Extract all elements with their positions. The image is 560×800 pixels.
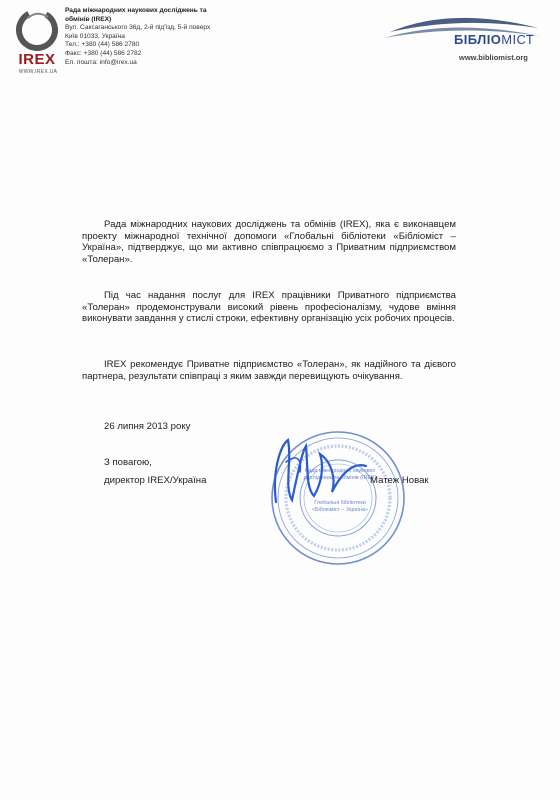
address-line1: Вул. Саксаганського 36д, 2-й під'їзд, 5-й поверх — [65, 24, 211, 32]
bibliomist-logo — [382, 10, 542, 66]
fax: Факс: +380 (44) 586 2782 — [65, 49, 142, 57]
email: Ел. пошта: info@irex.ua — [65, 58, 137, 66]
handwritten-signature-icon — [262, 432, 382, 512]
address-line2: Київ 01033, Україна — [65, 32, 125, 40]
stamp-inner-text-1: Рада міжнародних наукових досліджень та обмінів (IREX) — [303, 468, 377, 481]
phone: Тел.: +380 (44) 586 2780 — [65, 41, 140, 49]
signer-name: Матеж Новак — [370, 475, 429, 486]
bibliomist-name — [454, 32, 534, 47]
irex-url: WWW.IREX.UA — [18, 69, 58, 75]
irex-logo-text: IREX — [18, 51, 56, 68]
org-name-line2: обмінів (IREX) — [65, 15, 112, 23]
paragraph-2: Під час надання послуг для IREX працівники Приватного підприємства «Толеран» продемонстрували високий рівень професіоналізму, чудове вміння виконувати завдання у стислі строки, ефективну організацію усіх робочих процесів. — [82, 290, 456, 325]
paragraph-3: IREX рекомендує Приватне підприємство «Толеран», як надійного та дієвого партнера, результати співпраці з яким завжди перевищують очікування. — [82, 359, 456, 382]
irex-emblem-icon — [14, 8, 60, 52]
bibliomist-name-thin: МІСТ — [501, 32, 535, 47]
bibliomist-url: www.bibliomist.org — [459, 53, 528, 62]
bibliomist-name-bold: БІБЛІО — [454, 32, 502, 47]
director-title: директор IREX/Україна — [104, 475, 207, 486]
stamp-inner-text-2: Глобальні бібліотеки «Бібліоміст – Україна» — [312, 500, 368, 513]
closing-regards: З повагою, — [104, 457, 152, 468]
org-name-line1: Рада міжнародних наукових досліджень та — [65, 7, 207, 14]
letter-date: 26 липня 2013 року — [104, 421, 191, 432]
paragraph-1: Рада міжнародних наукових досліджень та обмінів (IREX), яка є виконавцем проекту міжнародної технічної допомоги «Глобальні бібліотеки «Бібліоміст – Україна», підтверджує, що ми активно співпрацюємо з Приватним підприємством «Толеран». — [82, 219, 456, 265]
irex-logo — [12, 8, 60, 78]
contact-block — [65, 7, 265, 67]
